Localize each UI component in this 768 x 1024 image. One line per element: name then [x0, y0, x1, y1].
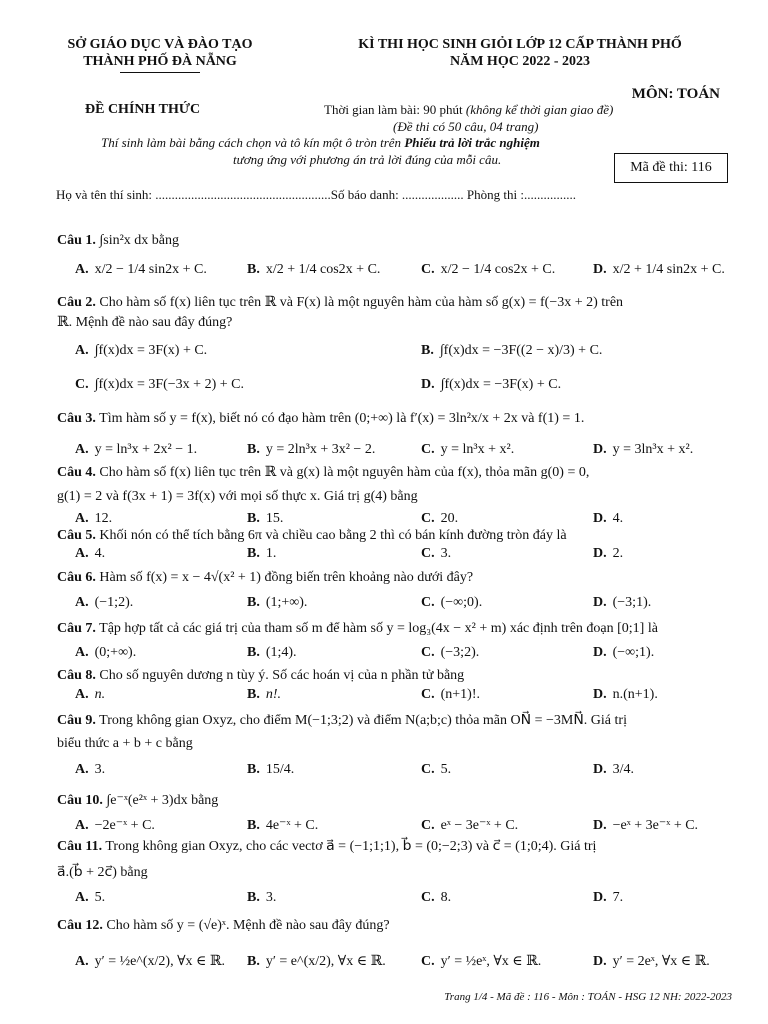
labels-C-text: C.	[421, 442, 435, 457]
questions-q6-c-text: (−∞;0).	[440, 595, 483, 610]
labels-B-text: B.	[247, 442, 260, 457]
questions-q10-a-text: −2e⁻ˣ + C.	[94, 818, 155, 833]
answer-11c[interactable]	[421, 889, 451, 907]
questions-q6-label-text: Câu 6.	[57, 570, 96, 585]
answer-12a[interactable]	[75, 953, 225, 971]
answer-3c[interactable]	[421, 441, 514, 459]
labels-A-text: A.	[75, 442, 89, 457]
candidate-info-line: Họ và tên thí sinh: ......................................................Số báo danh: ................... Phòng thi :................	[56, 187, 576, 202]
questions-q11-d-text: 7.	[612, 890, 624, 905]
question-11-cont	[57, 864, 732, 882]
questions-q11-text2-text: a⃗.(b⃗ + 2c⃗) bằng	[57, 865, 148, 880]
answer-4d[interactable]	[593, 510, 623, 528]
answer-4a[interactable]	[75, 510, 112, 528]
answer-1d[interactable]	[593, 261, 725, 279]
answer-10a[interactable]	[75, 817, 155, 835]
answer-7b[interactable]	[247, 644, 297, 662]
questions-q4-text2-text: g(1) = 2 và f(3x + 1) = 3f(x) với mọi số thực x. Giá trị g(4) bằng	[57, 489, 418, 504]
answer-1a[interactable]	[75, 261, 207, 279]
labels-A-text: A.	[75, 762, 89, 777]
question-6	[57, 569, 732, 587]
questions-q6-d-text: (−3;1).	[612, 595, 652, 610]
labels-A-text: A.	[75, 511, 89, 526]
labels-A-text: A.	[75, 262, 89, 277]
question-8	[57, 667, 732, 685]
questions-q2-text2-text: ℝ. Mệnh đề nào sau đây đúng?	[57, 315, 233, 330]
answer-3d[interactable]	[593, 441, 693, 459]
question-4-cont	[57, 488, 732, 506]
answer-5c[interactable]	[421, 545, 451, 563]
labels-B-text: B.	[247, 687, 260, 702]
labels-A-text: A.	[75, 818, 89, 833]
questions-q5-text-text: Khối nón có thể tích bằng 6π và chiều cao bằng 2 thì có bán kính đường tròn đáy là	[99, 528, 567, 543]
questions-q1-text-text: ∫sin²x dx bằng	[99, 233, 179, 248]
answer-8c[interactable]	[421, 686, 480, 704]
labels-C-text: C.	[421, 954, 435, 969]
exam-header	[300, 36, 740, 70]
answer-5d[interactable]	[593, 545, 623, 563]
labels-C-text: C.	[421, 818, 435, 833]
questions-q1-d-text: x/2 + 1/4 sin2x + C.	[612, 262, 725, 277]
questions-q3-b-text: y = 2ln³x + 3x² − 2.	[265, 442, 376, 457]
answer-5a[interactable]	[75, 545, 105, 563]
answer-7c[interactable]	[421, 644, 479, 662]
pages-note: (Đề thi có 50 câu, 04 trang)	[393, 119, 539, 134]
question-2	[57, 294, 732, 312]
labels-B-text: B.	[247, 954, 260, 969]
labels-C-text: C.	[75, 377, 89, 392]
questions-q8-a-text: n.	[94, 687, 106, 702]
answer-6c[interactable]	[421, 594, 482, 612]
labels-B-text: B.	[247, 511, 260, 526]
questions-q5-label-text: Câu 5.	[57, 528, 96, 543]
question-12	[57, 917, 732, 935]
questions-q3-text-text: Tìm hàm số y = f(x), biết nó có đạo hàm trên (0;+∞) là f′(x) = 3ln²x/x + 2x và f(1) = 1.	[99, 411, 585, 426]
answer-2a[interactable]	[75, 342, 207, 360]
questions-q9-text2-text: biểu thức a + b + c bằng	[57, 736, 193, 751]
answer-6a[interactable]	[75, 594, 133, 612]
labels-A-text: A.	[75, 546, 89, 561]
questions-q11-a-text: 5.	[94, 890, 106, 905]
answer-3b[interactable]	[247, 441, 375, 459]
questions-q7-c-text: (−3;2).	[440, 645, 480, 660]
labels-D-text: D.	[593, 954, 607, 969]
labels-D-text: D.	[593, 546, 607, 561]
answer-2b[interactable]	[421, 342, 602, 360]
question-2-cont	[57, 314, 732, 332]
labels-D-text: D.	[593, 442, 607, 457]
labels-D-text: D.	[421, 377, 435, 392]
school-year: NĂM HỌC 2022 - 2023	[450, 54, 590, 69]
labels-B-text: B.	[247, 546, 260, 561]
questions-q2-a-text: ∫f(x)dx = 3F(x) + C.	[94, 343, 208, 358]
questions-q10-c-text: eˣ − 3e⁻ˣ + C.	[440, 818, 519, 833]
questions-q4-a-text: 12.	[94, 511, 113, 526]
questions-q8-b-text: n!.	[265, 687, 282, 702]
questions-q1-label-text: Câu 1.	[57, 233, 96, 248]
answer-7a[interactable]	[75, 644, 136, 662]
time-note: (không kể thời gian giao đề)	[465, 102, 614, 117]
exam-title: KÌ THI HỌC SINH GIỎI LỚP 12 CẤP THÀNH PHỐ	[358, 37, 682, 52]
questions-q4-text1-text: Cho hàm số f(x) liên tục trên ℝ và g(x) là một nguyên hàm của f(x), thỏa mãn g(0) = 0,	[99, 465, 590, 480]
questions-q5-a-text: 4.	[94, 546, 106, 561]
labels-A-text: A.	[75, 645, 89, 660]
instruction-bold: Phiếu trả lời trắc nghiệm	[404, 135, 540, 150]
questions-q7-a-text: (0;+∞).	[94, 645, 137, 660]
questions-q9-a-text: 3.	[94, 762, 106, 777]
questions-q3-label-text: Câu 3.	[57, 411, 96, 426]
exam-code-box: Mã đề thi: 116	[614, 153, 728, 183]
questions-q3-c-text: y = ln³x + x².	[440, 442, 515, 457]
questions-q6-text-text: Hàm số f(x) = x − 4√(x² + 1) đồng biến trên khoảng nào dưới đây?	[99, 570, 474, 585]
labels-D-text: D.	[593, 762, 607, 777]
answer-2d[interactable]	[421, 376, 561, 394]
questions-q12-label-text: Câu 12.	[57, 918, 103, 933]
department-name: SỞ GIÁO DỤC VÀ ĐÀO TẠO	[67, 37, 253, 52]
questions-q11-b-text: 3.	[265, 890, 277, 905]
labels-C-text: C.	[421, 511, 435, 526]
questions-q2-c-text: ∫f(x)dx = 3F(−3x + 2) + C.	[94, 377, 244, 392]
answer-1b[interactable]	[247, 261, 380, 279]
question-4	[57, 464, 732, 482]
answer-11d[interactable]	[593, 889, 623, 907]
labels-D-text: D.	[593, 890, 607, 905]
questions-q10-d-text: −eˣ + 3e⁻ˣ + C.	[612, 818, 699, 833]
questions-q12-text-text: Cho hàm số y = (√e)ˣ. Mệnh đề nào sau đây đúng?	[106, 918, 390, 933]
instruction-line2: tương ứng với phương án trả lời đúng của mỗi câu.	[233, 152, 502, 167]
labels-B-text: B.	[247, 645, 260, 660]
labels-B-text: B.	[247, 595, 260, 610]
answer-12c[interactable]	[421, 953, 541, 971]
header-underline	[120, 72, 200, 73]
question-11	[57, 838, 732, 856]
questions-q4-d-text: 4.	[612, 511, 624, 526]
questions-q7-d-text: (−∞;1).	[612, 645, 655, 660]
answer-8b[interactable]	[247, 686, 281, 704]
answer-5b[interactable]	[247, 545, 276, 563]
labels-C-text: C.	[421, 762, 435, 777]
question-3	[57, 410, 732, 428]
instruction-text: Thí sinh làm bài bằng cách chọn và tô kín một ô tròn trên	[101, 135, 405, 150]
labels-C-text: C.	[421, 546, 435, 561]
labels-D-text: D.	[593, 262, 607, 277]
answer-10c[interactable]	[421, 817, 518, 835]
labels-B-text: B.	[421, 343, 434, 358]
questions-q11-c-text: 8.	[440, 890, 452, 905]
questions-q7-label-text: Câu 7.	[57, 621, 96, 636]
questions-q4-b-text: 15.	[265, 511, 284, 526]
questions-q1-c-text: x/2 − 1/4 cos2x + C.	[440, 262, 556, 277]
questions-q8-c-text: (n+1)!.	[440, 687, 481, 702]
questions-q2-d-text: ∫f(x)dx = −3F(x) + C.	[440, 377, 562, 392]
questions-q6-b-text: (1;+∞).	[265, 595, 308, 610]
labels-C-text: C.	[421, 262, 435, 277]
question-7	[57, 620, 732, 638]
labels-A-text: A.	[75, 595, 89, 610]
labels-C-text: C.	[421, 890, 435, 905]
labels-D-text: D.	[593, 818, 607, 833]
answer-4c[interactable]	[421, 510, 458, 528]
questions-q5-b-text: 1.	[265, 546, 277, 561]
answer-9b[interactable]	[247, 761, 294, 779]
questions-q1-b-text: x/2 + 1/4 cos2x + C.	[265, 262, 381, 277]
questions-q10-label-text: Câu 10.	[57, 793, 103, 808]
department-header	[40, 36, 280, 70]
questions-q2-b-text: ∫f(x)dx = −3F((2 − x)/3) + C.	[439, 343, 603, 358]
question-1	[57, 232, 732, 250]
labels-D-text: D.	[593, 511, 607, 526]
questions-q12-c-text: y′ = ½eˣ, ∀x ∈ ℝ.	[440, 954, 542, 969]
questions-q12-d-text: y′ = 2eˣ, ∀x ∈ ℝ.	[612, 954, 710, 969]
questions-q2-label-text: Câu 2.	[57, 295, 96, 310]
page-footer: Trang 1/4 - Mã đề : 116 - Môn : TOÁN - HSG 12 NH: 2022-2023	[444, 991, 732, 1003]
answer-4b[interactable]	[247, 510, 283, 528]
labels-C-text: C.	[421, 687, 435, 702]
answer-8d[interactable]	[593, 686, 658, 704]
questions-q8-label-text: Câu 8.	[57, 668, 96, 683]
labels-B-text: B.	[247, 818, 260, 833]
questions-q3-d-text: y = 3ln³x + x².	[612, 442, 694, 457]
subject-title: MÔN: TOÁN	[631, 86, 720, 102]
labels-C-text: C.	[421, 645, 435, 660]
questions-q9-label-text: Câu 9.	[57, 713, 96, 728]
questions-q5-c-text: 3.	[440, 546, 452, 561]
questions-q2-text1-text: Cho hàm số f(x) liên tục trên ℝ và F(x) là một nguyên hàm của hàm số g(x) = f(−3x + 2) trên	[99, 295, 624, 310]
questions-q7-b-text: (1;4).	[265, 645, 297, 660]
questions-q4-label-text: Câu 4.	[57, 465, 96, 480]
answer-10b[interactable]	[247, 817, 318, 835]
labels-B-text: B.	[247, 262, 260, 277]
labels-D-text: D.	[593, 645, 607, 660]
time-prefix: Thời gian làm bài: 90 phút	[324, 102, 466, 117]
questions-q10-b-text: 4e⁻ˣ + C.	[265, 818, 319, 833]
labels-B-text: B.	[247, 762, 260, 777]
answer-9c[interactable]	[421, 761, 451, 779]
time-info	[324, 102, 613, 118]
questions-q9-text1-text: Trong không gian Oxyz, cho điểm M(−1;3;2) và điểm N(a;b;c) thỏa mãn ON⃗ = −3MN⃗. Giá trị	[99, 713, 627, 728]
answer-7d[interactable]	[593, 644, 654, 662]
answer-8a[interactable]	[75, 686, 105, 704]
question-9-cont	[57, 735, 732, 753]
answer-12b[interactable]	[247, 953, 386, 971]
questions-q3-a-text: y = ln³x + 2x² − 1.	[94, 442, 198, 457]
answer-3a[interactable]	[75, 441, 197, 459]
questions-q9-b-text: 15/4.	[265, 762, 295, 777]
questions-q9-d-text: 3/4.	[612, 762, 635, 777]
answer-6b[interactable]	[247, 594, 307, 612]
labels-A-text: A.	[75, 890, 89, 905]
labels-B-text: B.	[247, 890, 260, 905]
question-10	[57, 792, 732, 810]
questions-q7-text-text: Tập hợp tất cả các giá trị của tham số m để hàm số y = log₃(4x − x² + m) xác định trên đoạn [0;1] là	[99, 621, 658, 636]
questions-q11-label-text: Câu 11.	[57, 839, 103, 854]
city-name: THÀNH PHỐ ĐÀ NẴNG	[83, 54, 237, 69]
instruction-line1	[101, 135, 540, 151]
labels-A-text: A.	[75, 343, 89, 358]
answer-9a[interactable]	[75, 761, 105, 779]
questions-q11-text1-text: Trong không gian Oxyz, cho các vectơ a⃗ = (−1;1;1), b⃗ = (0;−2;3) và c⃗ = (1;0;4). Giá trị	[105, 839, 597, 854]
answer-9d[interactable]	[593, 761, 634, 779]
questions-q8-d-text: n.(n+1).	[612, 687, 658, 702]
labels-A-text: A.	[75, 687, 89, 702]
answer-6d[interactable]	[593, 594, 651, 612]
questions-q10-text-text: ∫e⁻ˣ(e²ˣ + 3)dx bằng	[106, 793, 219, 808]
labels-D-text: D.	[593, 687, 607, 702]
questions-q5-d-text: 2.	[612, 546, 624, 561]
questions-q6-a-text: (−1;2).	[94, 595, 134, 610]
answer-11b[interactable]	[247, 889, 276, 907]
questions-q8-text-text: Cho số nguyên dương n tùy ý. Số các hoán vị của n phần tử bằng	[99, 668, 465, 683]
questions-q1-a-text: x/2 − 1/4 sin2x + C.	[94, 262, 207, 277]
questions-q9-c-text: 5.	[440, 762, 452, 777]
labels-D-text: D.	[593, 595, 607, 610]
question-9	[57, 712, 732, 730]
answer-2c[interactable]	[75, 376, 244, 394]
labels-C-text: C.	[421, 595, 435, 610]
answer-1c[interactable]	[421, 261, 555, 279]
question-5	[57, 527, 732, 545]
answer-10d[interactable]	[593, 817, 698, 835]
questions-q12-b-text: y′ = e^(x/2), ∀x ∈ ℝ.	[265, 954, 386, 969]
questions-q12-a-text: y′ = ½e^(x/2), ∀x ∈ ℝ.	[94, 954, 226, 969]
labels-A-text: A.	[75, 954, 89, 969]
official-label: ĐỀ CHÍNH THỨC	[85, 102, 201, 117]
questions-q4-c-text: 20.	[440, 511, 459, 526]
answer-12d[interactable]	[593, 953, 710, 971]
answer-11a[interactable]	[75, 889, 105, 907]
